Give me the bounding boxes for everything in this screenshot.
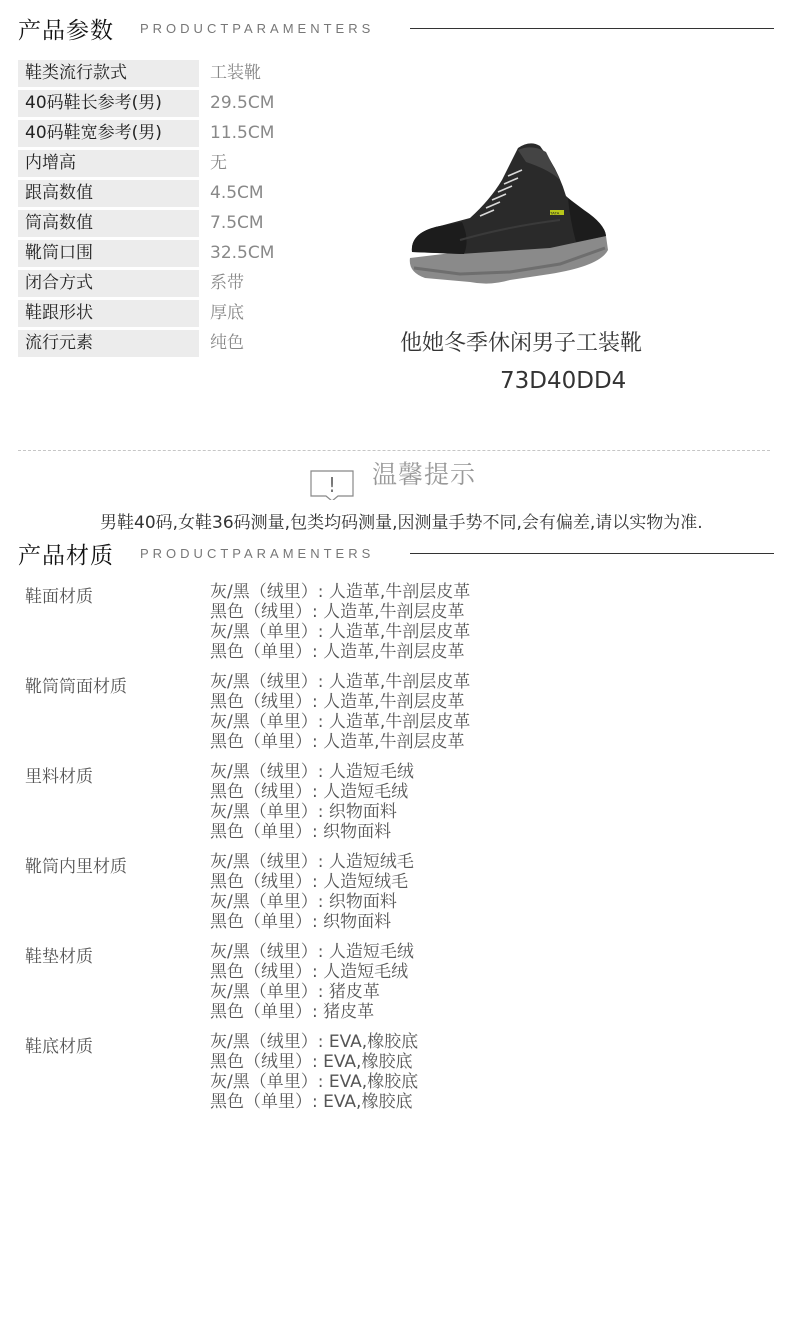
param-key: 鞋跟形状 [18,300,199,327]
notice-text: 男鞋40码,女鞋36码测量,包类均码测量,因测量手势不同,会有偏差,请以实物为准. [100,513,703,533]
material-group [0,852,790,942]
material-group [0,942,790,1032]
material-line: 黑色（单里）: EVA,橡胶底 [210,1092,413,1112]
param-value: 29.5CM [210,93,275,113]
section-rule [410,553,774,554]
param-key: 跟高数值 [18,180,199,207]
material-line: 黑色（绒里）: 人造革,牛剖层皮革 [210,602,465,622]
material-group [0,672,790,762]
material-line: 黑色（单里）: 织物面料 [210,822,392,842]
material-key: 鞋底材质 [25,1037,93,1057]
material-group [0,762,790,852]
material-line: 灰/黑（单里）: 人造革,牛剖层皮革 [210,712,471,732]
material-line: 灰/黑（单里）: 猪皮革 [210,982,380,1002]
materials-list [0,582,790,1122]
material-line: 黑色（绒里）: 人造短毛绒 [210,962,409,982]
section-header-materials [0,531,790,571]
param-row [18,120,348,150]
param-row [18,330,348,360]
param-row [18,210,348,240]
param-value: 工装靴 [210,63,261,83]
param-row [18,180,348,210]
section-header-params [0,6,790,46]
param-value: 4.5CM [210,183,264,203]
section-title: 产品参数 [18,18,114,44]
param-key: 内增高 [18,150,199,177]
material-key: 鞋垫材质 [25,947,93,967]
param-value: 7.5CM [210,213,264,233]
material-line: 灰/黑（绒里）: 人造革,牛剖层皮革 [210,672,471,692]
material-line: 黑色（单里）: 人造革,牛剖层皮革 [210,732,465,752]
section-subtitle: PRODUCTPARAMENTERS [140,546,375,561]
notice-title: 温馨提示 [372,460,477,489]
param-key: 40码鞋宽参考(男) [18,120,199,147]
param-key: 40码鞋长参考(男) [18,90,199,117]
material-line: 黑色（绒里）: 人造短毛绒 [210,782,409,802]
params-table [18,60,348,360]
param-row [18,240,348,270]
product-name: 他她冬季休闲男子工装靴 [400,331,643,356]
material-line: 灰/黑（绒里）: 人造短毛绒 [210,762,414,782]
boot-product-image [400,140,615,290]
material-line: 灰/黑（绒里）: EVA,橡胶底 [210,1032,419,1052]
material-key: 靴筒内里材质 [25,857,127,877]
material-line: 黑色（单里）: 人造革,牛剖层皮革 [210,642,465,662]
param-value: 厚底 [210,303,244,323]
material-line: 黑色（绒里）: EVA,橡胶底 [210,1052,413,1072]
material-line: 灰/黑（绒里）: 人造革,牛剖层皮革 [210,582,471,602]
exclamation-glyph: ! [328,473,337,497]
param-value: 32.5CM [210,243,275,263]
material-group [0,1032,790,1122]
param-key: 靴筒口围 [18,240,199,267]
param-row [18,270,348,300]
divider-dashed [18,450,770,451]
param-value: 系带 [210,273,244,293]
material-line: 黑色（单里）: 猪皮革 [210,1002,375,1022]
material-line: 灰/黑（单里）: 织物面料 [210,892,397,912]
material-key: 里料材质 [25,767,93,787]
material-line: 灰/黑（绒里）: 人造短毛绒 [210,942,414,962]
product-code: 73D40DD4 [500,368,627,394]
material-key: 鞋面材质 [25,587,93,607]
material-line: 黑色（单里）: 织物面料 [210,912,392,932]
param-value: 11.5CM [210,123,275,143]
param-value: 纯色 [210,333,244,353]
section-rule [410,28,774,29]
param-row [18,90,348,120]
material-line: 灰/黑（单里）: 人造革,牛剖层皮革 [210,622,471,642]
param-row [18,60,348,90]
material-line: 黑色（绒里）: 人造革,牛剖层皮革 [210,692,465,712]
exclamation-speech-icon [310,470,354,500]
param-key: 闭合方式 [18,270,199,297]
material-line: 灰/黑（单里）: 织物面料 [210,802,397,822]
material-line: 灰/黑（单里）: EVA,橡胶底 [210,1072,419,1092]
material-group [0,582,790,672]
brand-logo: TATA [550,210,560,216]
param-key: 筒高数值 [18,210,199,237]
material-line: 黑色（绒里）: 人造短绒毛 [210,872,409,892]
section-subtitle: PRODUCTPARAMENTERS [140,21,375,36]
param-key: 鞋类流行款式 [18,60,199,87]
param-key: 流行元素 [18,330,199,357]
section-title: 产品材质 [18,543,114,569]
material-line: 灰/黑（绒里）: 人造短绒毛 [210,852,414,872]
material-key: 靴筒筒面材质 [25,677,127,697]
param-value: 无 [210,153,227,173]
param-row [18,300,348,330]
param-row [18,150,348,180]
